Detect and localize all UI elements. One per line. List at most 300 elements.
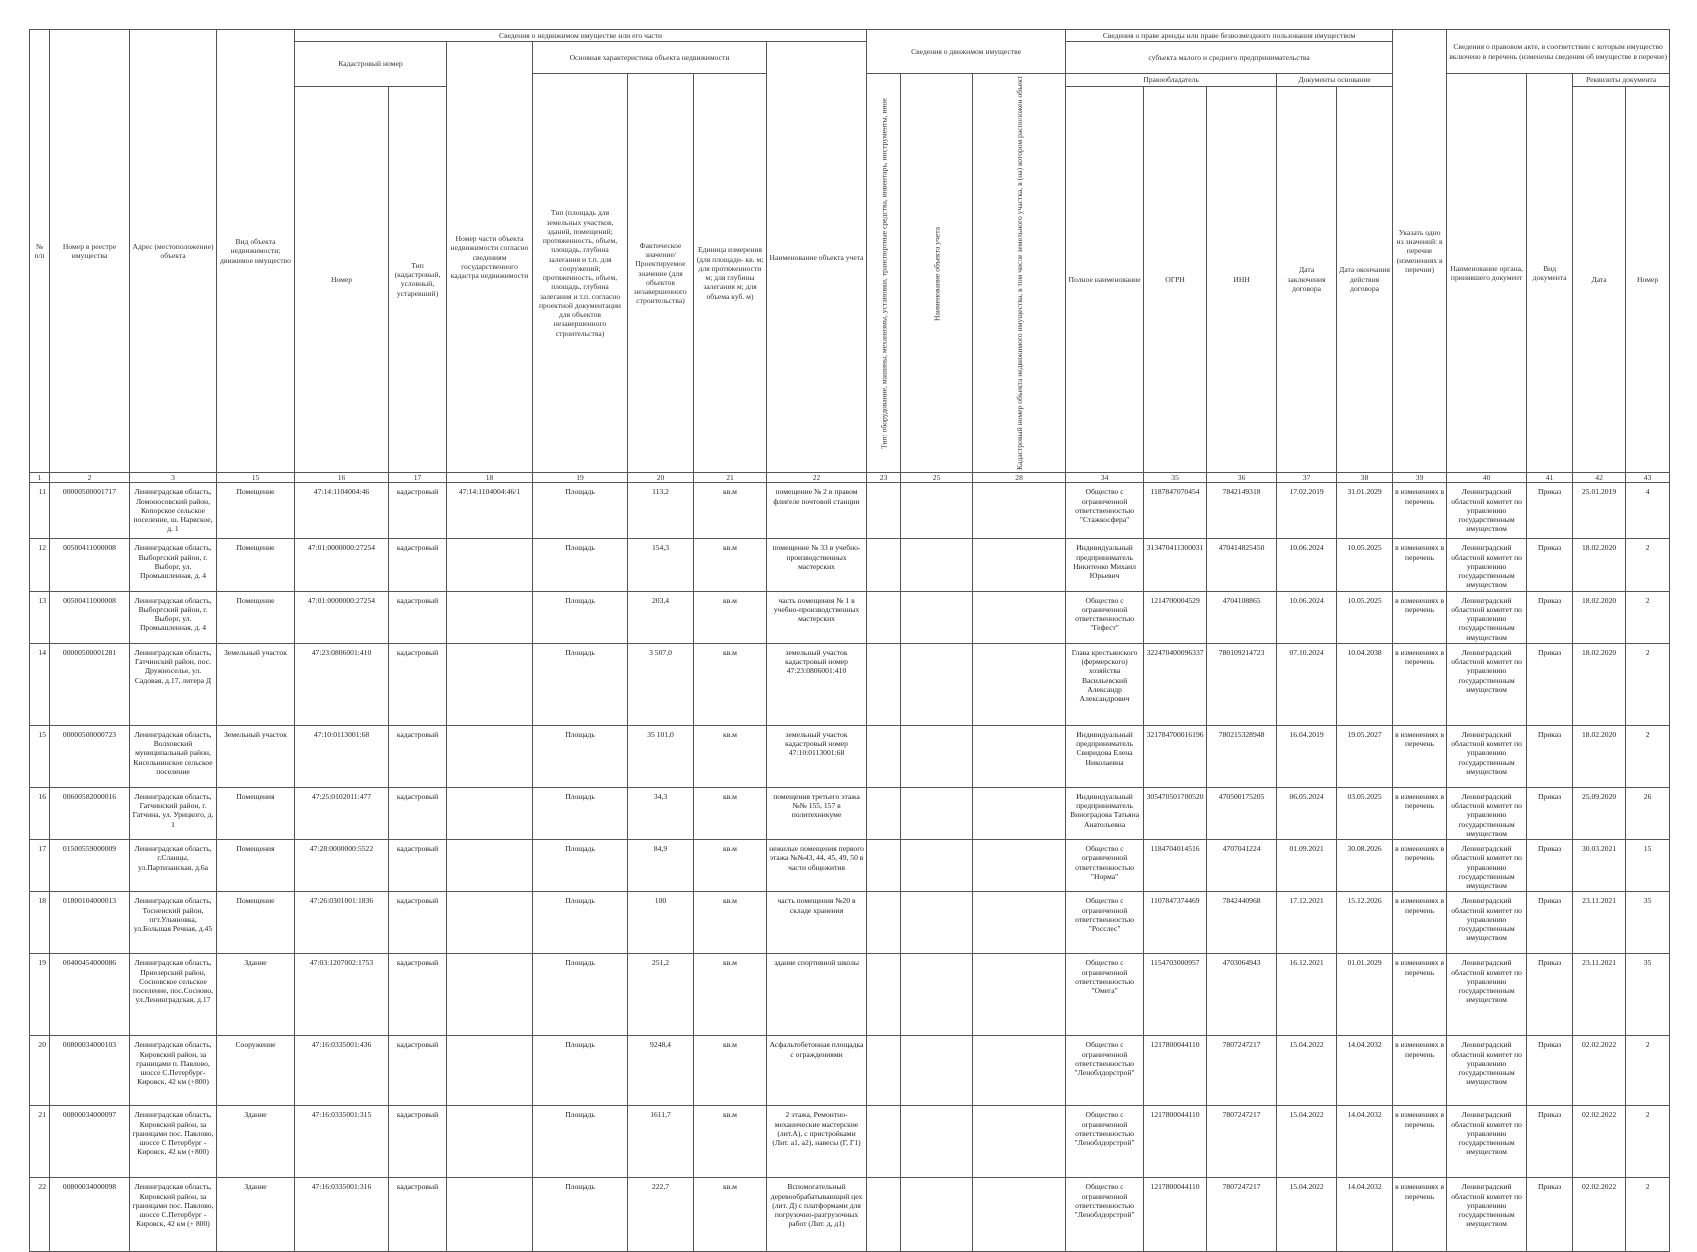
table-cell: Площадь [533, 954, 628, 1036]
table-cell: 47:10:0113001:68 [295, 725, 389, 787]
table-cell [973, 483, 1066, 539]
column-number: 35 [1144, 473, 1207, 483]
table-cell: 47:03:1207002:1753 [295, 954, 389, 1036]
header-date: Дата [1573, 86, 1626, 473]
table-row [30, 591, 1670, 643]
table-row [30, 892, 1670, 954]
header-address: Адрес (местоположение) объекта [130, 30, 217, 473]
table-cell: 14.04.2032 [1337, 1106, 1393, 1178]
table-cell: 00000500001281 [50, 643, 130, 725]
table-cell: в изменениях в перечень [1393, 591, 1447, 643]
property-register-table [29, 29, 1670, 1252]
table-cell: Площадь [533, 539, 628, 591]
table-cell: 16.04.2019 [1277, 725, 1337, 787]
table-row [30, 1178, 1670, 1252]
table-cell: кв.м [694, 787, 767, 839]
table-cell [901, 483, 973, 539]
column-number: 20 [628, 473, 694, 483]
column-number: 15 [217, 473, 295, 483]
table-cell: 313470411300031 [1144, 539, 1207, 591]
table-cell: кадастровый [389, 840, 447, 892]
table-cell: Ленинградская область, Тосненский район, пгт.Ульяновка, ул.Большая Речная, д.45 [130, 892, 217, 954]
table-cell: кадастровый [389, 1178, 447, 1252]
table-cell [901, 840, 973, 892]
table-cell: 20 [30, 1036, 50, 1106]
table-cell: Приказ [1527, 725, 1573, 787]
table-cell: кадастровый [389, 643, 447, 725]
table-cell: 00600582000016 [50, 787, 130, 839]
table-cell [973, 892, 1066, 954]
group-legal-act: Сведения о правовом акте, в соответствии с которым имущество включено в перечень (изменены сведения об имуществе в перечне) [1447, 30, 1670, 74]
table-cell: 25.09.2020 [1573, 787, 1626, 839]
table-cell [867, 725, 901, 787]
table-cell: 17.12.2021 [1277, 892, 1337, 954]
table-cell [973, 643, 1066, 725]
table-cell: Площадь [533, 591, 628, 643]
table-cell: Общество с ограниченной ответственностью "Леноблдорстрой" [1066, 1106, 1144, 1178]
table-cell: Ленинградская область, Гатчинский район, г. Гатчина, ул. Урицкого, д. 1 [130, 787, 217, 839]
table-cell: 222,7 [628, 1178, 694, 1252]
group-docs: Документы основание [1277, 74, 1393, 86]
table-cell: Глава крестьянского (фермерского) хозяйства Васильевский Александр Александрович [1066, 643, 1144, 725]
table-cell: кадастровый [389, 725, 447, 787]
table-cell: Асфальтобетонная площадка с ограждениями [767, 1036, 867, 1106]
table-cell [867, 954, 901, 1036]
table-cell: 16.12.2021 [1277, 954, 1337, 1036]
table-cell: помещение № 2 в правом флигеле почтовой станции [767, 483, 867, 539]
group-main-characteristic: Основная характеристика объекта недвижимости [533, 42, 767, 74]
header-inn: ИНН [1207, 86, 1277, 473]
table-cell: 03.05.2025 [1337, 787, 1393, 839]
table-cell: 10.04.2038 [1337, 643, 1393, 725]
table-cell: 02.02.2022 [1573, 1036, 1626, 1106]
table-cell: Ленинградская область, Выборгский район, г. Выборг, ул. Промышленная, д. 4 [130, 539, 217, 591]
header-part-number: Номер части объекта недвижимости согласно сведениям государственного кадастра недвижимости [447, 42, 533, 473]
table-cell: 1187847070454 [1144, 483, 1207, 539]
table-cell: 00500411000008 [50, 539, 130, 591]
table-cell: Ленинградский областной комитет по управлению государственным имуществом [1447, 643, 1527, 725]
table-cell [867, 483, 901, 539]
table-cell: Помещение [217, 483, 295, 539]
table-cell [447, 787, 533, 839]
table-cell [901, 1106, 973, 1178]
table-cell: кв.м [694, 1106, 767, 1178]
table-cell [447, 539, 533, 591]
table-cell: 7842440968 [1207, 892, 1277, 954]
table-cell: земельный участок кадастровый номер 47:23:0806001:410 [767, 643, 867, 725]
table-cell: часть помещения №20 в складе хранения [767, 892, 867, 954]
table-cell: 01.09.2021 [1277, 840, 1337, 892]
column-number: 39 [1393, 473, 1447, 483]
table-cell: 2 [1626, 1178, 1670, 1252]
table-body [30, 483, 1670, 1252]
table-cell [901, 954, 973, 1036]
table-cell: Ленинградский областной комитет по управлению государственным имуществом [1447, 483, 1527, 539]
table-cell [901, 591, 973, 643]
table-cell: Приказ [1527, 892, 1573, 954]
table-row [30, 954, 1670, 1036]
table-cell: 47:16:0335001:316 [295, 1178, 389, 1252]
table-cell: 10.06.2024 [1277, 591, 1337, 643]
table-cell: кадастровый [389, 483, 447, 539]
table-cell: в изменениях в перечень [1393, 725, 1447, 787]
table-row [30, 1036, 1670, 1106]
table-cell: 305470501700520 [1144, 787, 1207, 839]
table-cell: 2 [1626, 591, 1670, 643]
column-number: 21 [694, 473, 767, 483]
table-cell: Ленинградский областной комитет по управлению государственным имуществом [1447, 787, 1527, 839]
header-doc-kind: Вид документа [1527, 74, 1573, 473]
table-cell: 1184704014516 [1144, 840, 1207, 892]
table-cell: 21 [30, 1106, 50, 1178]
table-cell: Площадь [533, 892, 628, 954]
table-cell: 9248,4 [628, 1036, 694, 1106]
column-number: 22 [767, 473, 867, 483]
table-cell: 47:01:0000000:27254 [295, 539, 389, 591]
table-cell: 1217800044110 [1144, 1106, 1207, 1178]
table-cell: Ленинградская область, г.Сланцы, ул.Партизанская, д.6а [130, 840, 217, 892]
table-cell: Помещения [217, 840, 295, 892]
table-cell: 1214700004529 [1144, 591, 1207, 643]
column-number: 1 [30, 473, 50, 483]
table-cell [447, 643, 533, 725]
table-cell: Приказ [1527, 1178, 1573, 1252]
table-cell: кадастровый [389, 892, 447, 954]
table-cell: 18.02.2020 [1573, 643, 1626, 725]
table-cell: Приказ [1527, 643, 1573, 725]
table-cell: 00000500000723 [50, 725, 130, 787]
table-cell: кв.м [694, 840, 767, 892]
table-cell [973, 840, 1066, 892]
table-cell: кв.м [694, 954, 767, 1036]
table-cell: кадастровый [389, 1106, 447, 1178]
table-cell: 01800104000013 [50, 892, 130, 954]
table-cell: 203,4 [628, 591, 694, 643]
table-cell: 15.04.2022 [1277, 1178, 1337, 1252]
table-cell: в изменениях в перечень [1393, 1106, 1447, 1178]
table-cell: Площадь [533, 1106, 628, 1178]
table-cell: Ленинградская область, Кировский район, за границами пос. Павлово, шоссе С.Петербург - Кировск, 42 км (+ 800) [130, 1178, 217, 1252]
table-cell: 34,3 [628, 787, 694, 839]
table-cell: Ленинградская область, Выборгский район, г. Выборг, ул. Промышленная, д. 4 [130, 591, 217, 643]
table-cell: 15.12.2026 [1337, 892, 1393, 954]
table-cell: в изменениях в перечень [1393, 1178, 1447, 1252]
table-cell [447, 1106, 533, 1178]
table-cell: Здание [217, 1106, 295, 1178]
column-number: 37 [1277, 473, 1337, 483]
table-cell: кв.м [694, 483, 767, 539]
table-cell: 18.02.2020 [1573, 725, 1626, 787]
table-cell: 47:14:1104004:46 [295, 483, 389, 539]
table-cell: Площадь [533, 725, 628, 787]
table-cell: 2 [1626, 1106, 1670, 1178]
table-cell: Ленинградская область, Гатчинский район, пос. Дружноселье, ул. Садовая, д.17, литера Д [130, 643, 217, 725]
table-cell: 30.03.2021 [1573, 840, 1626, 892]
header-date-start: Дата заключения договора [1277, 86, 1337, 473]
table-cell: кв.м [694, 892, 767, 954]
table-cell: 4 [1626, 483, 1670, 539]
table-cell: 19 [30, 954, 50, 1036]
table-cell: 7807247217 [1207, 1106, 1277, 1178]
table-cell: 18 [30, 892, 50, 954]
table-cell: Помещение [217, 591, 295, 643]
table-cell: Площадь [533, 1036, 628, 1106]
header-fullname: Полное наименование [1066, 86, 1144, 473]
table-cell: в изменениях в перечень [1393, 643, 1447, 725]
table-cell: 06.05.2024 [1277, 787, 1337, 839]
table-cell: здание спортивной школы [767, 954, 867, 1036]
table-cell: кв.м [694, 643, 767, 725]
table-cell: 17.02.2019 [1277, 483, 1337, 539]
table-cell: Общество с ограниченной ответственностью "Леноблдорстрой" [1066, 1178, 1144, 1252]
table-cell: Приказ [1527, 787, 1573, 839]
table-cell: 31.01.2029 [1337, 483, 1393, 539]
header-value: Указать одно из значений: в перечне (изменениях в перечни) [1393, 30, 1447, 473]
table-cell: 01.01.2029 [1337, 954, 1393, 1036]
table-cell: кадастровый [389, 591, 447, 643]
header-ogrn: ОГРН [1144, 86, 1207, 473]
column-number: 19 [533, 473, 628, 483]
table-cell: 30.08.2026 [1337, 840, 1393, 892]
table-cell [901, 725, 973, 787]
table-cell: в изменениях в перечень [1393, 539, 1447, 591]
table-cell [867, 840, 901, 892]
table-cell: кадастровый [389, 1036, 447, 1106]
table-cell: 7807247217 [1207, 1036, 1277, 1106]
table-cell: 14.04.2032 [1337, 1178, 1393, 1252]
table-cell: 00000500001717 [50, 483, 130, 539]
column-number: 43 [1626, 473, 1670, 483]
table-cell [901, 1036, 973, 1106]
column-number: 28 [973, 473, 1066, 483]
table-cell: в изменениях в перечень [1393, 892, 1447, 954]
table-cell [901, 787, 973, 839]
table-cell: Приказ [1527, 1106, 1573, 1178]
table-cell: 47:26:0301001:1836 [295, 892, 389, 954]
table-cell: в изменениях в перечень [1393, 954, 1447, 1036]
table-cell [973, 954, 1066, 1036]
property-register-sheet [29, 29, 1669, 1252]
table-cell: Ленинградский областной комитет по управлению государственным имуществом [1447, 1178, 1527, 1252]
table-cell: Общество с ограниченной ответственностью "Омега" [1066, 954, 1144, 1036]
table-cell: Ленинградская область, Волховский муниципальный район, Кисельнинское сельское поселение [130, 725, 217, 787]
table-cell: Ленинградский областной комитет по управлению государственным имуществом [1447, 539, 1527, 591]
table-cell: Индивидуальный предприниматель Виноградова Татьяна Анатольевна [1066, 787, 1144, 839]
column-number: 38 [1337, 473, 1393, 483]
table-cell: 780215328948 [1207, 725, 1277, 787]
table-cell: 47:23:0806001:410 [295, 643, 389, 725]
header-num: № п/п [30, 30, 50, 473]
table-cell [973, 725, 1066, 787]
table-cell [867, 1106, 901, 1178]
table-cell: кв.м [694, 591, 767, 643]
header-object-kind: Вид объекта недвижимости; движимое имущество [217, 30, 295, 473]
table-cell: Ленинградский областной комитет по управлению государственным имуществом [1447, 725, 1527, 787]
table-cell: 00800034000097 [50, 1106, 130, 1178]
table-cell: 15 [30, 725, 50, 787]
table-cell: в изменениях в перечень [1393, 1036, 1447, 1106]
header-actual-value: Фактическое значение/ Проектируемое значение (для объектов незавершенного строительства) [628, 74, 694, 473]
table-cell: 02.02.2022 [1573, 1106, 1626, 1178]
table-cell: помещение № 33 в учебно-производственных мастерских [767, 539, 867, 591]
table-cell: 47:01:0000000:27254 [295, 591, 389, 643]
table-cell: 14.04.2032 [1337, 1036, 1393, 1106]
table-cell: 26 [1626, 787, 1670, 839]
column-number: 2 [50, 473, 130, 483]
table-cell: Площадь [533, 643, 628, 725]
table-cell: Ленинградская область, Кировский район, за границами пос. Павлово, шоссе С Петербург - Кировск, 42 км (+800) [130, 1106, 217, 1178]
table-cell: 18.02.2020 [1573, 539, 1626, 591]
table-cell: Площадь [533, 840, 628, 892]
column-number: 36 [1207, 473, 1277, 483]
table-cell: 13 [30, 591, 50, 643]
table-row [30, 539, 1670, 591]
table-cell: в изменениях в перечень [1393, 840, 1447, 892]
table-cell: Ленинградский областной комитет по управлению государственным имуществом [1447, 892, 1527, 954]
table-cell: 4703064943 [1207, 954, 1277, 1036]
table-cell: Помещение [217, 892, 295, 954]
table-row [30, 840, 1670, 892]
table-cell: Приказ [1527, 483, 1573, 539]
table-cell: 4704108865 [1207, 591, 1277, 643]
table-cell: Сооружение [217, 1036, 295, 1106]
group-rent: Сведения о праве аренды или праве безвозмездного пользования имуществом [1066, 30, 1393, 42]
table-cell [901, 643, 973, 725]
table-cell [447, 1036, 533, 1106]
table-cell: 47:16:0335001:436 [295, 1036, 389, 1106]
table-header [30, 30, 1670, 483]
table-cell: 1107847374469 [1144, 892, 1207, 954]
table-cell: Приказ [1527, 591, 1573, 643]
table-cell: Ленинградская область, Ломоносовский район, Копорское сельское поселение, ш. Нарвское, д. 1 [130, 483, 217, 539]
table-cell: 7842149318 [1207, 483, 1277, 539]
header-movable-cadastral: Кадастровый номер объекта недвижимого имущества, в том числе земельного участка, в (на) котором расположен объект [973, 74, 1066, 473]
table-cell [973, 1178, 1066, 1252]
column-number: 41 [1527, 473, 1573, 483]
header-cadastral-number: Номер [295, 86, 389, 473]
table-cell: 100 [628, 892, 694, 954]
table-cell: 25.01.2019 [1573, 483, 1626, 539]
column-number: 40 [1447, 473, 1527, 483]
table-cell: 780109214723 [1207, 643, 1277, 725]
table-row [30, 483, 1670, 539]
table-cell: 15 [1626, 840, 1670, 892]
table-cell: кв.м [694, 1036, 767, 1106]
table-cell: 7807247217 [1207, 1178, 1277, 1252]
table-cell: 2 [1626, 539, 1670, 591]
table-cell: Приказ [1527, 840, 1573, 892]
table-cell [867, 1178, 901, 1252]
table-cell: в изменениях в перечень [1393, 787, 1447, 839]
table-cell: помещения третьего этажа №№ 155, 157 в политехникуме [767, 787, 867, 839]
group-cadastral: Кадастровый номер [295, 42, 447, 86]
column-number: 3 [130, 473, 217, 483]
table-cell [447, 725, 533, 787]
table-cell: Площадь [533, 1178, 628, 1252]
table-cell: Приказ [1527, 954, 1573, 1036]
table-cell [973, 539, 1066, 591]
table-cell [901, 1178, 973, 1252]
table-cell: 35 [1626, 892, 1670, 954]
table-cell [973, 1106, 1066, 1178]
column-number: 17 [389, 473, 447, 483]
table-cell: 1217800044110 [1144, 1178, 1207, 1252]
table-cell: Помещения [217, 787, 295, 839]
table-cell: Вспомогательный деревообрабатывающий цех (лит. Д) с платформами для погрузочно-разгрузочных работ (Лит. д, д1) [767, 1178, 867, 1252]
table-cell: 2 этажа, Ремонтно-механические мастерские (лит.А), с пристройками (Лит. а1, а2), навесы (Г, Г1) [767, 1106, 867, 1178]
table-cell: Общество с ограниченной ответственностью "Гефест" [1066, 591, 1144, 643]
table-cell [901, 892, 973, 954]
table-cell: 1611,7 [628, 1106, 694, 1178]
table-cell: 322470400096337 [1144, 643, 1207, 725]
header-cadastral-type: Тип (кадастровый, условный, устаревший) [389, 86, 447, 473]
table-cell: Ленинградская область, Приозерский район, Сосновское сельское поселение, пос.Сосново, ул.Ленинградская, д.17 [130, 954, 217, 1036]
table-cell: 321784700016196 [1144, 725, 1207, 787]
table-cell: 470500175205 [1207, 787, 1277, 839]
table-cell: 00800034000103 [50, 1036, 130, 1106]
table-cell: Общество с ограниченной ответственностью "Росслес" [1066, 892, 1144, 954]
column-numbers-row [30, 473, 1670, 483]
table-cell: 02.02.2022 [1573, 1178, 1626, 1252]
table-row [30, 787, 1670, 839]
table-cell: в изменениях в перечень [1393, 483, 1447, 539]
table-cell: Приказ [1527, 1036, 1573, 1106]
table-cell: Ленинградский областной комитет по управлению государственным имуществом [1447, 840, 1527, 892]
table-cell: 23.11.2021 [1573, 892, 1626, 954]
table-cell: 17 [30, 840, 50, 892]
table-cell: кадастровый [389, 954, 447, 1036]
table-cell: 12 [30, 539, 50, 591]
table-cell: Здание [217, 954, 295, 1036]
table-cell: 47:28:0000000:5522 [295, 840, 389, 892]
table-cell [447, 840, 533, 892]
group-holder: Правообладатель [1066, 74, 1277, 86]
table-cell: 14 [30, 643, 50, 725]
table-cell: кв.м [694, 539, 767, 591]
table-cell [867, 892, 901, 954]
table-cell: 2 [1626, 725, 1670, 787]
table-cell: кв.м [694, 725, 767, 787]
table-cell: 2 [1626, 1036, 1670, 1106]
table-cell: Земельный участок [217, 643, 295, 725]
table-cell: 11 [30, 483, 50, 539]
table-cell [973, 787, 1066, 839]
table-cell: 15.04.2022 [1277, 1036, 1337, 1106]
table-cell: 10.05.2025 [1337, 539, 1393, 591]
table-cell: Ленинградский областной комитет по управлению государственным имуществом [1447, 591, 1527, 643]
table-cell: 251,2 [628, 954, 694, 1036]
table-cell: 47:16:0335001:315 [295, 1106, 389, 1178]
table-cell: 10.05.2025 [1337, 591, 1393, 643]
table-cell: Ленинградский областной комитет по управлению государственным имуществом [1447, 1036, 1527, 1106]
table-cell: 07.10.2024 [1277, 643, 1337, 725]
group-requisites: Реквизиты документа [1573, 74, 1670, 86]
table-cell: 00400454000086 [50, 954, 130, 1036]
table-cell: 154,3 [628, 539, 694, 591]
group-movable: Сведения о движимом имуществе [867, 30, 1066, 74]
table-cell [447, 892, 533, 954]
table-cell: 00500411000008 [50, 591, 130, 643]
table-cell [973, 591, 1066, 643]
table-cell: Ленинградский областной комитет по управлению государственным имуществом [1447, 1106, 1527, 1178]
table-cell: нежилые помещения первого этажа №№43, 44, 45, 49, 50 в части общежития [767, 840, 867, 892]
table-cell [447, 954, 533, 1036]
table-row [30, 725, 1670, 787]
column-number: 18 [447, 473, 533, 483]
table-cell: Индивидуальный предприниматель Никитенко Михаил Юрьевич [1066, 539, 1144, 591]
table-cell: Здание [217, 1178, 295, 1252]
table-row [30, 643, 1670, 725]
